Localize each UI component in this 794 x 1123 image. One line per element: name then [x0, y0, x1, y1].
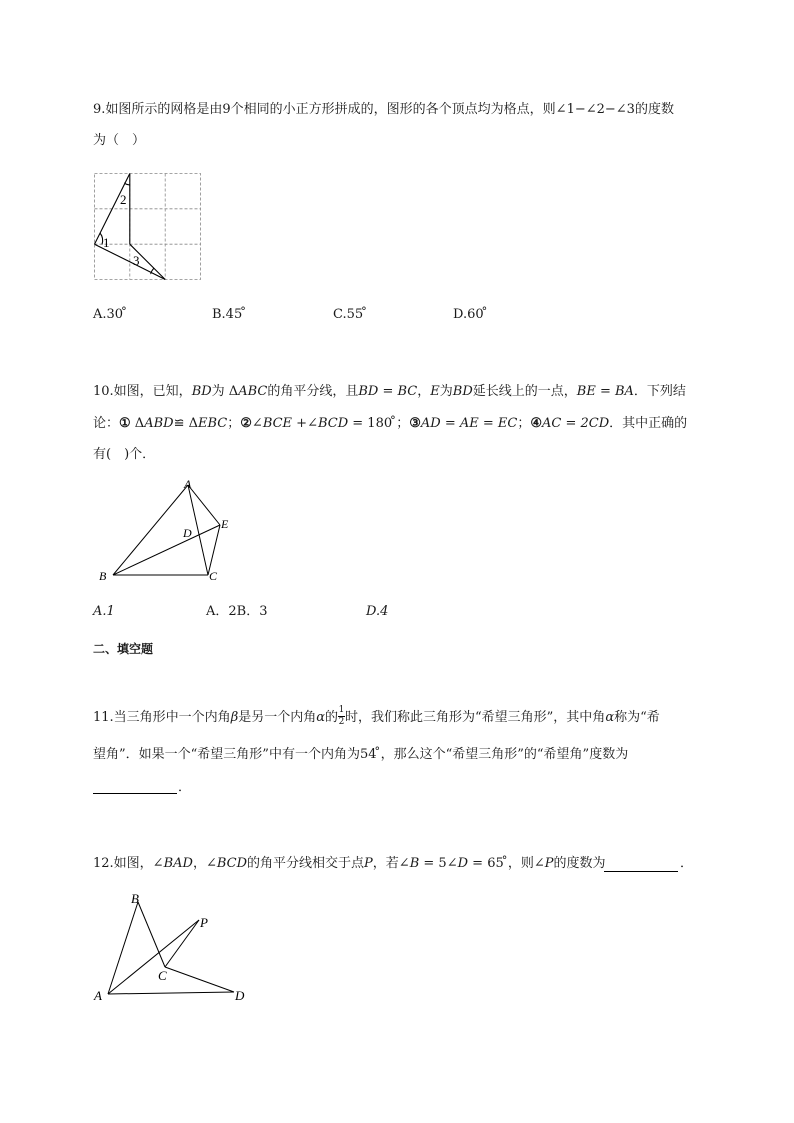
q11-frac-denominator: 2	[338, 717, 345, 727]
q10-math: BD	[452, 384, 473, 399]
q10-text: +∠	[292, 416, 318, 431]
q10-text: ≌ Δ	[173, 416, 198, 431]
q12-end-period: ．	[680, 856, 694, 871]
q10-stem-line3: 有( )个．	[93, 447, 156, 462]
q12-text: = 65 ̊，则∠	[468, 856, 545, 871]
q10-text: ；	[227, 416, 241, 431]
q10-math: BE = BA	[576, 384, 634, 399]
q10-text: 延长线上的一点，	[472, 384, 577, 399]
q11-text: 11.当三角形中一个内角	[93, 710, 231, 725]
q9-option-b: B.45 ̊	[212, 307, 247, 322]
q12-math: BCD	[216, 856, 248, 871]
q9-angle-label-3: 3	[133, 253, 140, 268]
q12-label-p: P	[200, 915, 208, 930]
q12-math: B	[409, 856, 420, 871]
q12-math: P	[544, 856, 554, 871]
q12-label-c: C	[158, 968, 167, 983]
q10-math: AD = AE = EC	[420, 416, 518, 431]
q10-text: ．下列结	[633, 384, 686, 399]
q10-triangle-figure	[95, 476, 255, 586]
q12-math: D	[457, 856, 469, 871]
q11-math-alpha: α	[605, 710, 615, 725]
q12-label-b: B	[131, 891, 139, 906]
q11-text: 称为“希	[614, 710, 660, 725]
q10-text: 为 Δ	[211, 384, 239, 399]
q10-option-d: D.4	[366, 604, 389, 619]
q10-label-b: B	[99, 569, 107, 583]
q10-stem-line2	[93, 416, 687, 432]
q9-option-d: D.60 ̊	[453, 307, 488, 322]
q9-angle-label-1: 1	[103, 235, 110, 250]
q10-math: ABC	[238, 384, 268, 399]
q10-math: EBC	[198, 416, 228, 431]
q10-math: BCE	[262, 416, 293, 431]
q9-grid-figure	[94, 173, 204, 283]
q10-circled-2: ②	[240, 416, 252, 431]
q11-text: 时，我们称此三角形为“希望三角形”，其中角	[345, 710, 606, 725]
q9-stem-line2: 为（ ）	[93, 133, 146, 148]
section-heading-fill-in: 二、填空题	[93, 642, 154, 656]
q10-label-d: D	[183, 526, 192, 540]
q10-label-a: A	[184, 477, 192, 491]
q9-angle-label-2: 2	[120, 192, 127, 207]
q10-text: 的角平分线，且	[267, 384, 359, 399]
q12-stem-line1	[93, 856, 606, 872]
q9-option-a: A.30 ̊	[93, 307, 128, 322]
q10-math: AC = 2CD	[542, 416, 610, 431]
q11-text: 是另一个内角	[238, 710, 317, 725]
q10-text: ；	[517, 416, 531, 431]
q10-text: 为	[439, 384, 453, 399]
q10-option-bc: A．2B．3	[206, 604, 268, 619]
q9-stem-line1: 9.如图所示的网格是由9个相同的小正方形拼成的，图形的各个顶点均为格点，则∠1−∠2−∠3的度数	[93, 102, 674, 117]
q10-math: BCD	[317, 416, 349, 431]
q11-answer-blank[interactable]	[93, 792, 177, 794]
q10-math: ABD	[144, 416, 174, 431]
q9-option-c: C.55 ̊	[333, 307, 368, 322]
q11-stem-line2: 望角”．如果一个“希望三角形”中有一个内角为54 ̊，那么这个“希望三角形”的“希望角”度数为	[93, 747, 629, 762]
q10-text: 论：	[93, 416, 120, 431]
q12-text: 12.如图，∠	[93, 856, 164, 871]
q12-answer-blank[interactable]	[604, 870, 678, 872]
q11-math-beta: β	[230, 710, 239, 725]
q10-math: BD	[191, 384, 212, 399]
q11-math-alpha: α	[316, 710, 325, 725]
q10-text: 10.如图，已知，	[93, 384, 192, 399]
q10-math: BD = BC	[358, 384, 418, 399]
q10-text: ．其中正确的	[609, 416, 688, 431]
q12-math: BAD	[163, 856, 193, 871]
q12-text: ，若∠	[372, 856, 410, 871]
q10-option-a: A.1	[93, 604, 115, 619]
q10-label-c: C	[209, 569, 218, 583]
q12-label-d: D	[235, 988, 245, 1003]
q10-stem-line1	[93, 384, 686, 400]
q11-fraction-half	[338, 705, 345, 727]
q10-math: E	[430, 384, 440, 399]
q10-text: ∠	[251, 416, 263, 431]
q12-text: 的角平分线相交于点	[247, 856, 365, 871]
q11-stem-line1	[93, 705, 660, 727]
q12-label-a: A	[94, 988, 102, 1003]
q12-text: = 5∠	[419, 856, 458, 871]
q12-math: P	[364, 856, 373, 871]
q10-label-e: E	[221, 517, 229, 531]
q10-text: = 180 ̊；	[348, 416, 410, 431]
q11-end-period: ．	[178, 780, 192, 795]
q10-circled-1: ①	[119, 416, 131, 431]
q12-quadrilateral-figure	[90, 888, 260, 1008]
q10-text: Δ	[130, 416, 145, 431]
q11-frac-numerator: 1	[338, 705, 345, 715]
q11-text: 的	[325, 710, 339, 725]
q10-circled-3: ③	[409, 416, 421, 431]
q12-text: 的度数为	[553, 856, 606, 871]
q10-text: ，	[417, 384, 431, 399]
q10-circled-4: ④	[530, 416, 543, 431]
q12-text: ，∠	[192, 856, 217, 871]
